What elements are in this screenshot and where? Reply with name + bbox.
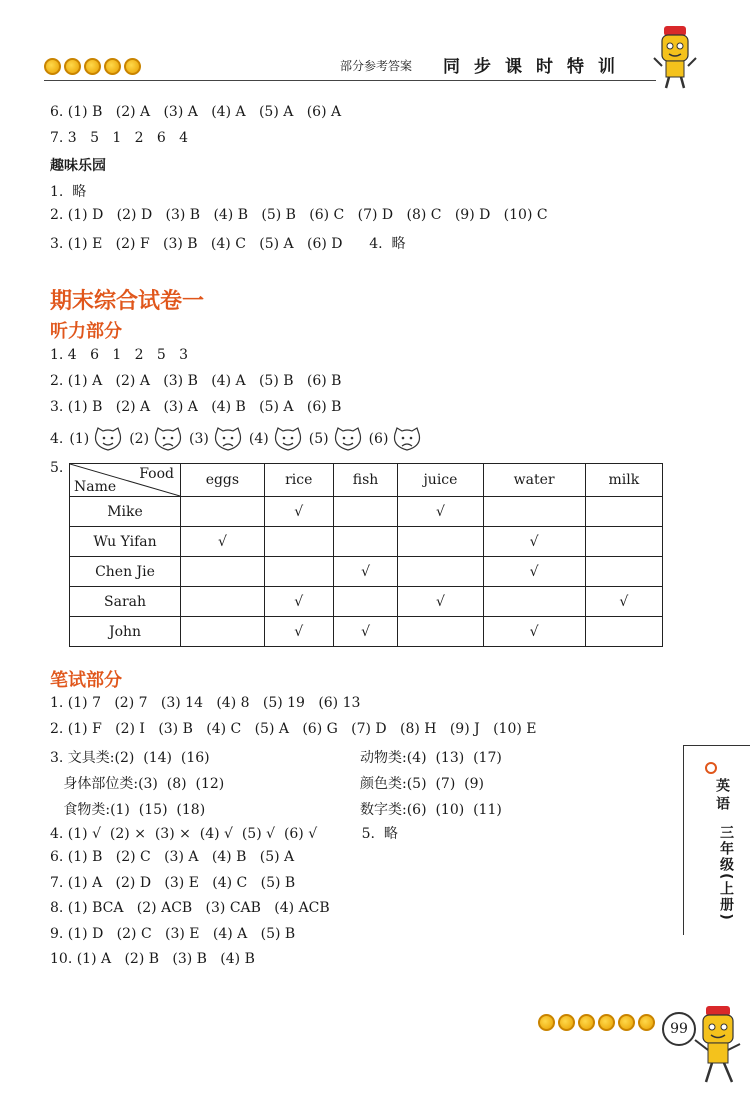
table-cell xyxy=(333,527,398,557)
table-cell xyxy=(181,497,265,527)
row-name: Wu Yifan xyxy=(70,527,181,557)
table-cell: √ xyxy=(264,617,333,647)
table-cell xyxy=(398,617,483,647)
side-subject: 英语 xyxy=(714,778,730,814)
table-cell: √ xyxy=(333,617,398,647)
table-cell xyxy=(333,497,398,527)
table-cell: √ xyxy=(585,587,662,617)
header-decoration-dots xyxy=(44,58,141,75)
answer-line: 7. (1) A (2) D (3) E (4) C (5) B xyxy=(50,875,296,891)
table-row xyxy=(70,617,663,647)
answer-line: 2. (1) A (2) A (3) B (4) A (5) B (6) B xyxy=(50,373,342,389)
table-row xyxy=(70,527,663,557)
row-name: John xyxy=(70,617,181,647)
section-title-listening: 听力部分 xyxy=(50,321,122,342)
table-cell xyxy=(483,497,585,527)
face-label: (3) xyxy=(189,431,209,447)
table-cell xyxy=(398,557,483,587)
answer-line: 9. (1) D (2) C (3) E (4) A (5) B xyxy=(50,926,296,942)
mascot-icon xyxy=(652,22,698,90)
happy-face-icon xyxy=(273,426,303,452)
row-name: Chen Jie xyxy=(70,557,181,587)
side-tab-top-rule xyxy=(683,745,750,746)
answer-line: 2. (1) D (2) D (3) B (4) B (5) B (6) C (7) D (8) C (9) D (10) C xyxy=(50,207,548,223)
answer-line: 6. (1) B (2) C (3) A (4) B (5) A xyxy=(50,849,295,865)
answer-line: 3. (1) E (2) F (3) B (4) C (5) A (6) D 4. 略 xyxy=(50,236,406,252)
table-cell xyxy=(585,557,662,587)
table-cell: √ xyxy=(398,587,483,617)
sad-face-icon xyxy=(213,426,243,452)
table-cell: √ xyxy=(333,557,398,587)
row-name: Mike xyxy=(70,497,181,527)
corner-name-label: Name xyxy=(74,479,117,495)
answer-line: 4. (1) √ (2) × (3) × (4) √ (5) √ (6) √ 5. 略 xyxy=(50,826,398,842)
row-name: Sarah xyxy=(70,587,181,617)
table-cell xyxy=(333,587,398,617)
table-cell xyxy=(181,587,265,617)
side-grade: 三年级(上册) xyxy=(718,825,734,922)
header-subtitle: 部分参考答案 xyxy=(340,59,413,73)
side-tab-left-rule xyxy=(683,745,684,935)
category-left: 3. 文具类:(2) (14) (16) xyxy=(50,750,210,766)
answer-line: 1. 略 xyxy=(50,184,87,200)
face-label: (4) xyxy=(248,431,269,447)
dot-icon xyxy=(44,58,61,75)
table-row xyxy=(70,557,663,587)
column-header: milk xyxy=(585,464,662,497)
table-cell: √ xyxy=(483,617,585,647)
face-label: (5) xyxy=(308,431,329,447)
dot-icon xyxy=(558,1014,575,1031)
table-header-row xyxy=(70,464,663,497)
answer-line: 8. (1) BCA (2) ACB (3) CAB (4) ACB xyxy=(50,900,330,916)
answer-line: 7. 3 5 1 2 6 4 xyxy=(50,130,189,146)
dot-icon xyxy=(638,1014,655,1031)
faces-row xyxy=(50,426,428,452)
face-label: (1) xyxy=(69,431,90,447)
table-cell xyxy=(181,617,265,647)
page-number: 99 xyxy=(662,1012,696,1046)
table-cell: √ xyxy=(483,527,585,557)
table-cell xyxy=(483,587,585,617)
section-title-written: 笔试部分 xyxy=(50,670,122,691)
column-header: juice xyxy=(398,464,483,497)
category-left: 食物类:(1) (15) (18) xyxy=(50,802,206,818)
table-cell xyxy=(585,617,662,647)
table-cell xyxy=(264,527,333,557)
mascot-icon xyxy=(690,1000,745,1088)
side-dot-icon xyxy=(705,762,717,774)
table-cell xyxy=(585,527,662,557)
happy-face-icon xyxy=(93,426,123,452)
dot-icon xyxy=(84,58,101,75)
question-number: 4. xyxy=(50,431,64,447)
answer-line: 1. 4 6 1 2 5 3 xyxy=(50,347,189,363)
category-right: 颜色类:(5) (7) (9) xyxy=(360,776,485,792)
column-header: eggs xyxy=(181,464,265,497)
table-cell xyxy=(264,557,333,587)
table-cell xyxy=(398,527,483,557)
dot-icon xyxy=(124,58,141,75)
dot-icon xyxy=(598,1014,615,1031)
table-cell: √ xyxy=(264,497,333,527)
section-title-fun: 趣味乐园 xyxy=(50,158,106,174)
column-header: fish xyxy=(333,464,398,497)
table-corner-cell xyxy=(70,464,181,497)
answer-line: 1. (1) 7 (2) 7 (3) 14 (4) 8 (5) 19 (6) 13 xyxy=(50,695,361,711)
corner-food-label: Food xyxy=(139,466,174,482)
happy-face-icon xyxy=(333,426,363,452)
dot-icon xyxy=(104,58,121,75)
category-right: 数字类:(6) (10) (11) xyxy=(360,802,502,818)
dot-icon xyxy=(618,1014,635,1031)
header-title: 同步课时特训 xyxy=(443,57,629,77)
exam-title: 期末综合试卷一 xyxy=(50,289,205,314)
header-rule xyxy=(44,80,656,81)
table-cell: √ xyxy=(483,557,585,587)
category-right: 动物类:(4) (13) (17) xyxy=(360,750,502,766)
table-cell xyxy=(181,557,265,587)
answer-line: 3. (1) B (2) A (3) A (4) B (5) A (6) B xyxy=(50,399,342,415)
column-header: rice xyxy=(264,464,333,497)
sad-face-icon xyxy=(153,426,183,452)
category-left: 身体部位类:(3) (8) (12) xyxy=(50,776,225,792)
column-header: water xyxy=(483,464,585,497)
table-cell: √ xyxy=(398,497,483,527)
table-row xyxy=(70,587,663,617)
face-label: (2) xyxy=(129,431,150,447)
table-cell: √ xyxy=(264,587,333,617)
table-cell xyxy=(585,497,662,527)
food-table xyxy=(69,463,663,647)
dot-icon xyxy=(64,58,81,75)
table-row xyxy=(70,497,663,527)
answer-line: 10. (1) A (2) B (3) B (4) B xyxy=(50,951,255,967)
face-label: (6) xyxy=(368,431,389,447)
answer-line: 2. (1) F (2) I (3) B (4) C (5) A (6) G (7) D (8) H (9) J (10) E xyxy=(50,721,537,737)
question-number: 5. xyxy=(50,460,64,476)
answer-line: 6. (1) B (2) A (3) A (4) A (5) A (6) A xyxy=(50,104,342,120)
dot-icon xyxy=(538,1014,555,1031)
sad-face-icon xyxy=(392,426,422,452)
table-cell: √ xyxy=(181,527,265,557)
dot-icon xyxy=(578,1014,595,1031)
footer-decoration-dots xyxy=(538,1014,655,1031)
